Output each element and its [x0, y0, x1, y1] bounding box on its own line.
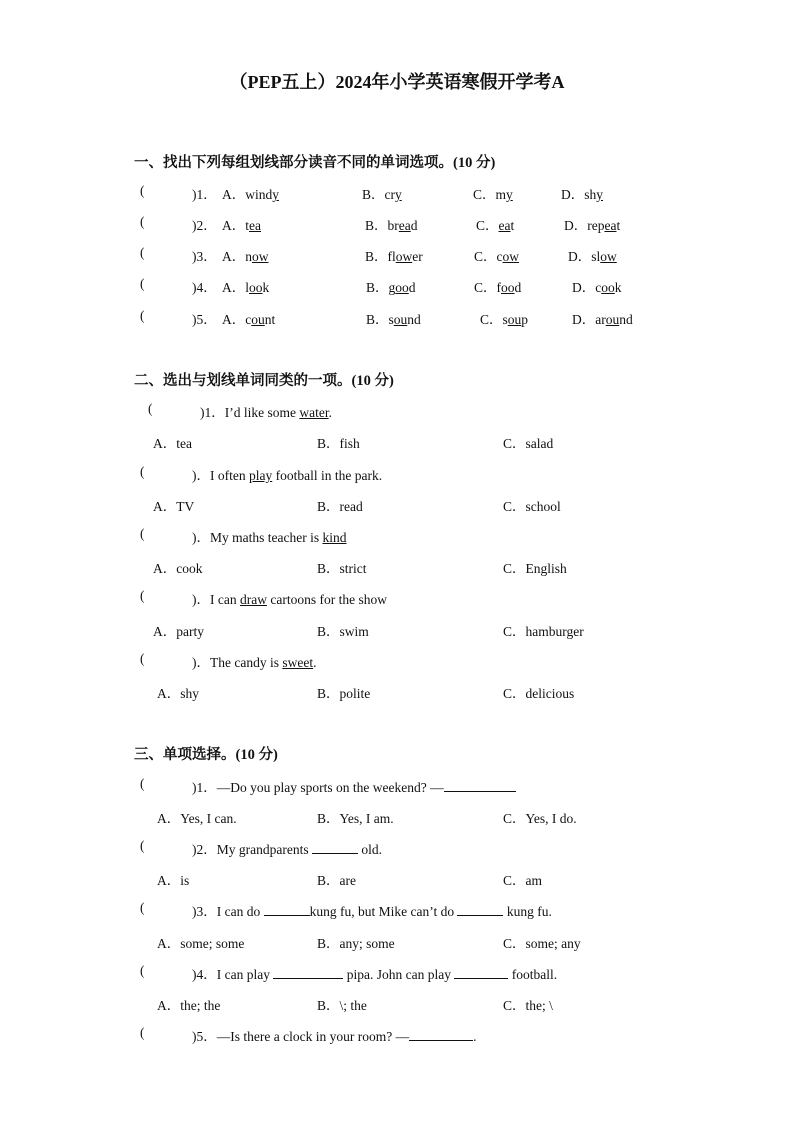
option-a: A．TV: [153, 499, 195, 514]
option-d: D．around: [572, 312, 633, 327]
option-b: B．polite: [317, 686, 371, 701]
option-c: C．cow: [474, 249, 520, 264]
answer-blank[interactable]: [312, 841, 358, 854]
answer-blank[interactable]: [264, 903, 310, 916]
answer-paren-open: (: [140, 308, 145, 323]
answer-paren-open: (: [140, 588, 145, 603]
answer-paren-open: (: [140, 651, 145, 666]
option-c: C．am: [503, 873, 543, 888]
option-c: C．some; any: [503, 936, 581, 951]
answer-paren-close: ): [192, 249, 197, 264]
option-c: C．soup: [480, 312, 529, 327]
answer-paren-open: (: [148, 401, 153, 416]
question-stem: )．My maths teacher is kind: [192, 530, 347, 545]
option-a: A．party: [153, 624, 204, 639]
question-stem: )．I can draw cartoons for the show: [192, 592, 387, 607]
option-a: A．cook: [153, 561, 203, 576]
option-c: C．delicious: [503, 686, 575, 701]
option-b: B．\; the: [317, 998, 367, 1013]
option-b: B．Yes, I am.: [317, 811, 394, 826]
answer-paren-open: (: [140, 464, 145, 479]
option-b: B．fish: [317, 436, 360, 451]
option-d: D．slow: [568, 249, 617, 264]
section-1-heading: 一、找出下列每组划线部分读音不同的单词选项。(10 分): [134, 155, 496, 171]
question-number: [192, 276, 217, 296]
option-a: A．tea: [222, 218, 261, 233]
answer-paren-open: (: [140, 214, 145, 229]
answer-paren-open: (: [140, 963, 145, 978]
answer-paren-close: ): [192, 218, 197, 233]
question-stem: )3．I can do kung fu, but Mike can’t do kung fu.: [192, 904, 552, 919]
option-c: C．my: [473, 187, 513, 202]
option-c: C．food: [474, 280, 522, 295]
option-a: A．look: [222, 280, 270, 295]
answer-paren-close: ): [192, 280, 197, 295]
option-b: B．good: [366, 280, 416, 295]
question-number: [192, 245, 217, 265]
option-c: C．the; \: [503, 998, 553, 1013]
question-number: [192, 183, 217, 203]
page-title: （PEP五上）2024年小学英语寒假开学考A: [229, 72, 565, 92]
question-stem: )5．—Is there a clock in your room? — .: [192, 1029, 477, 1044]
answer-blank[interactable]: [444, 779, 516, 792]
option-d: D．repeat: [564, 218, 621, 233]
number: 4．: [196, 280, 217, 295]
option-a: A．is: [157, 873, 190, 888]
option-b: B．swim: [317, 624, 369, 639]
option-a: A．some; some: [157, 936, 245, 951]
question-stem: )．I often play football in the park.: [192, 468, 383, 483]
answer-blank[interactable]: [454, 966, 508, 979]
section-3-heading: 三、单项选择。(10 分): [134, 747, 278, 763]
answer-paren-open: (: [140, 276, 145, 291]
answer-paren-open: (: [140, 183, 145, 198]
option-b: B．bread: [365, 218, 418, 233]
option-a: A．now: [222, 249, 269, 264]
question-stem: )4．I can play pipa. John can play football.: [192, 967, 558, 982]
question-stem: )．The candy is sweet.: [192, 655, 317, 670]
number: 5．: [196, 312, 217, 327]
answer-blank[interactable]: [457, 903, 503, 916]
number: 3．: [196, 249, 217, 264]
option-c: C．English: [503, 561, 567, 576]
answer-paren-close: ): [192, 187, 197, 202]
option-b: B．any; some: [317, 936, 395, 951]
option-a: A．count: [222, 312, 276, 327]
answer-paren-open: (: [140, 526, 145, 541]
option-b: B．cry: [362, 187, 402, 202]
section-2-heading: 二、选出与划线单词同类的一项。(10 分): [134, 373, 394, 389]
option-c: C．school: [503, 499, 561, 514]
option-b: B．sound: [366, 312, 421, 327]
answer-blank[interactable]: [409, 1028, 473, 1041]
question-number: [192, 214, 217, 234]
question-stem: )2．My grandparents old.: [192, 842, 382, 857]
option-c: C．salad: [503, 436, 554, 451]
option-b: B．strict: [317, 561, 367, 576]
question-stem: )1．I’d like some water.: [200, 405, 332, 420]
number: 1．: [196, 187, 217, 202]
option-d: D．cook: [572, 280, 622, 295]
answer-paren-open: (: [140, 900, 145, 915]
option-c: C．Yes, I do.: [503, 811, 577, 826]
option-b: B．flower: [365, 249, 423, 264]
option-a: A．Yes, I can.: [157, 811, 237, 826]
question-stem: )1．—Do you play sports on the weekend? —: [192, 776, 516, 796]
option-d: D．shy: [561, 187, 604, 202]
answer-paren-close: ): [192, 312, 197, 327]
option-c: C．hamburger: [503, 624, 584, 639]
answer-paren-open: (: [140, 838, 145, 853]
answer-blank[interactable]: [273, 966, 343, 979]
answer-paren-open: (: [140, 245, 145, 260]
question-number: [192, 308, 217, 328]
option-a: A．windy: [222, 187, 279, 202]
option-b: B．are: [317, 873, 356, 888]
answer-paren-open: (: [140, 1025, 145, 1040]
option-c: C．eat: [476, 218, 515, 233]
number: 2．: [196, 218, 217, 233]
answer-paren-open: (: [140, 776, 145, 791]
option-a: A．the; the: [157, 998, 221, 1013]
option-a: A．tea: [153, 436, 192, 451]
option-a: A．shy: [157, 686, 200, 701]
option-b: B．read: [317, 499, 363, 514]
